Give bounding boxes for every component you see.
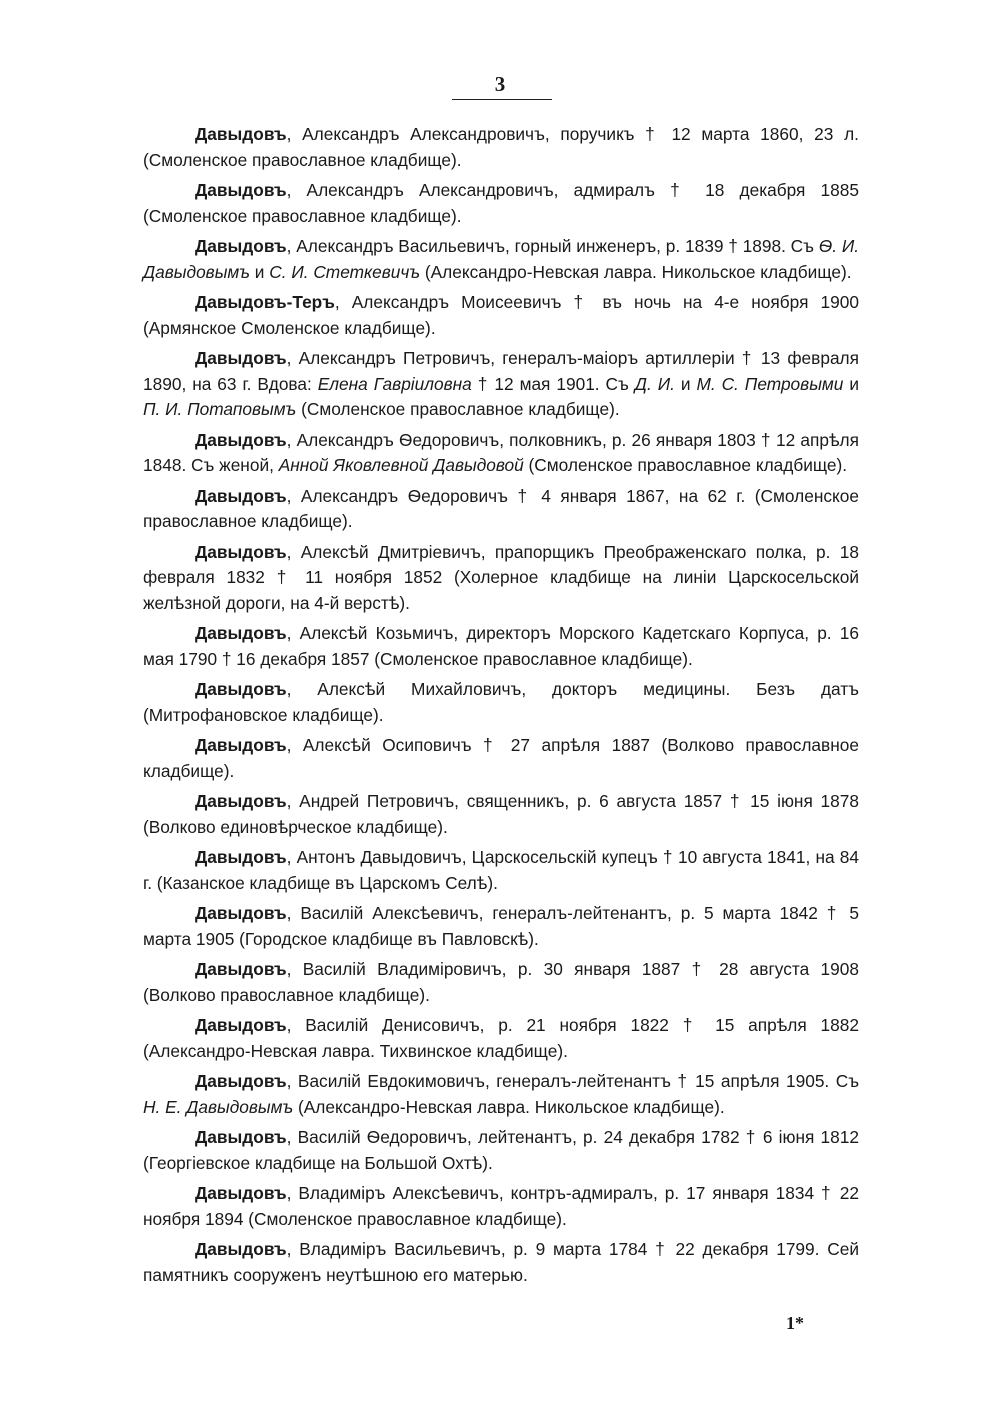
entry-person-name: Д. И. (634, 373, 675, 394)
entry (143, 901, 859, 952)
entry-surname: Давыдовъ (195, 791, 287, 811)
entry-text: , Александръ Васильевичъ, горный инженеръ, р. 1839 † 1898. Съ (286, 236, 819, 256)
entry-surname: Давыдовъ (195, 180, 287, 200)
entry-text: , Александръ Петровичъ, генералъ-маіоръ артиллеріи † 13 февраля 1890, на 63 г. Вдова: (143, 348, 859, 394)
entry (143, 621, 859, 672)
entry-surname: Давыдовъ (195, 679, 287, 699)
entry-text: , Антонъ Давыдовичъ, Царскосельскій купецъ † 10 августа 1841, на 84 г. (Казанское кладбище въ Царскомъ Селѣ). (143, 847, 859, 893)
entry-text: и (250, 261, 270, 282)
entry-surname: Давыдовъ (195, 236, 287, 256)
entry (143, 1013, 859, 1064)
entry-text: , Василій Евдокимовичъ, генералъ-лейтенантъ † 15 апрѣля 1905. Съ (286, 1071, 859, 1091)
entry-person-name: С. И. Стеткевичъ (269, 261, 421, 282)
entry (143, 428, 859, 479)
entry (143, 1069, 859, 1120)
entry (143, 789, 859, 840)
entry (143, 733, 859, 784)
entry-text: , Александръ Ѳедоровичъ, полковникъ, р. 26 января 1803 † 12 апрѣля 1848. Съ женой, (143, 429, 859, 475)
entry-text: и (674, 373, 697, 394)
entry-surname: Давыдовъ (195, 735, 287, 755)
entry (143, 122, 859, 173)
entry-text: , Андрей Петровичъ, священникъ, р. 6 августа 1857 † 15 іюня 1878 (Волково единовѣрческое кладбище). (143, 791, 859, 837)
entry (143, 540, 859, 617)
entry-text: и (843, 373, 859, 394)
entry (143, 290, 859, 341)
entry (143, 957, 859, 1008)
entry (143, 1181, 859, 1232)
entry-surname: Давыдовъ (195, 1239, 287, 1259)
entry-surname: Давыдовъ (195, 1183, 287, 1203)
entry (143, 677, 859, 728)
entry (143, 234, 859, 285)
entry-text: , Александръ Александровичъ, поручикъ † 12 марта 1860, 23 л. (Смоленское православное кладбище). (143, 124, 859, 170)
entry-text: , Владиміръ Васильевичъ, р. 9 марта 1784 † 22 декабря 1799. Сей памятникъ сооруженъ неутѣшною его матерью. (143, 1239, 859, 1285)
entry (143, 346, 859, 423)
entry-text: , Алексѣй Дмитріевичъ, прапорщикъ Преображенскаго полка, р. 18 февраля 1832 † 11 ноября 1852 (Холерное кладбище на линіи Царскосельской желѣзной дороги, на 4-й верстѣ). (143, 541, 859, 613)
entry-text: (Смоленское православное кладбище). (296, 399, 620, 419)
entry-text: † 12 мая 1901. Съ (471, 373, 635, 394)
signature-mark: 1* (786, 1313, 804, 1333)
entry-surname: Давыдовъ (195, 1127, 287, 1147)
entry-surname: Давыдовъ (195, 348, 287, 368)
entry (143, 845, 859, 896)
entry-text: , Алексѣй Михайловичъ, докторъ медицины. Безъ датъ (Митрофановское кладбище). (143, 679, 859, 725)
entry-person-name: Ѳ. И. Давыдовымъ (143, 236, 859, 282)
entry-surname: Давыдовъ (195, 959, 287, 979)
entry-surname: Давыдовъ (195, 903, 287, 923)
entry-text: , Владиміръ Алексѣевичъ, контръ-адмиралъ, р. 17 января 1834 † 22 ноября 1894 (Смоленское православное кладбище). (143, 1183, 859, 1229)
entry-person-name: Н. Е. Давыдовымъ (143, 1096, 294, 1117)
entry-text: , Василій Денисовичъ, р. 21 ноября 1822 † 15 апрѣля 1882 (Александро-Невская лавра. Тихвинское кладбище). (143, 1015, 859, 1061)
entry-text: , Василій Владиміровичъ, р. 30 января 1887 † 28 августа 1908 (Волково православное кладбище). (143, 959, 859, 1005)
entry-text: , Александръ Александровичъ, адмиралъ † 18 декабря 1885 (Смоленское православное кладбище). (143, 180, 859, 226)
entry-text: , Александръ Моисеевичъ † въ ночь на 4-е ноября 1900 (Армянское Смоленское кладбище). (143, 292, 859, 338)
entry-surname: Давыдовъ (195, 847, 287, 867)
page-number-rule (452, 99, 552, 100)
entry-surname: Давыдовъ (195, 623, 287, 643)
entry-surname: Давыдовъ (195, 124, 287, 144)
entry-text: (Александро-Невская лавра. Никольское кладбище). (293, 1096, 725, 1117)
entry-surname: Давыдовъ (195, 485, 287, 506)
entry (143, 1125, 859, 1176)
entry-text: (Смоленское православное кладбище). (523, 455, 848, 475)
entry-text: , Алексѣй Козьмичъ, директоръ Морского Кадетскаго Корпуса, р. 16 мая 1790 † 16 декабря 1857 (Смоленское православное кладбище). (143, 623, 859, 669)
entry (143, 1237, 859, 1288)
entry-surname: Давыдовъ (195, 429, 287, 450)
entry-surname: Давыдовъ (195, 1071, 287, 1091)
entry-text: , Василій Ѳедоровичъ, лейтенантъ, р. 24 декабря 1782 † 6 іюня 1812 (Георгіевское кладбище на Большой Охтѣ). (143, 1127, 859, 1173)
entry-person-name: М. С. Петровыми (696, 373, 844, 394)
entry-surname: Давыдовъ (195, 1015, 287, 1035)
entry (143, 484, 859, 535)
entry-text: , Василій Алексѣевичъ, генералъ-лейтенантъ, р. 5 марта 1842 † 5 марта 1905 (Городское кладбище въ Павловскѣ). (143, 903, 859, 949)
entry-surname: Давыдовъ (195, 541, 287, 562)
entry-person-name: Елена Гавріиловна (317, 373, 472, 394)
entry-text: , Александръ Ѳедоровичъ † 4 января 1867, на 62 г. (Смоленское православное кладбище). (143, 485, 859, 531)
page-number: 3 (494, 72, 506, 96)
entry-person-name: П. И. Потаповымъ (143, 399, 297, 419)
entry-text: , Алексѣй Осиповичъ † 27 апрѣля 1887 (Волково православное кладбище). (143, 735, 859, 781)
entry-surname: Давыдовъ-Теръ (195, 292, 335, 312)
entry-list (143, 122, 859, 1293)
entry-person-name: Анной Яковлевной Давыдовой (278, 455, 524, 475)
entry (143, 178, 859, 229)
entry-text: (Александро-Невская лавра. Никольское кладбище). (420, 261, 852, 282)
